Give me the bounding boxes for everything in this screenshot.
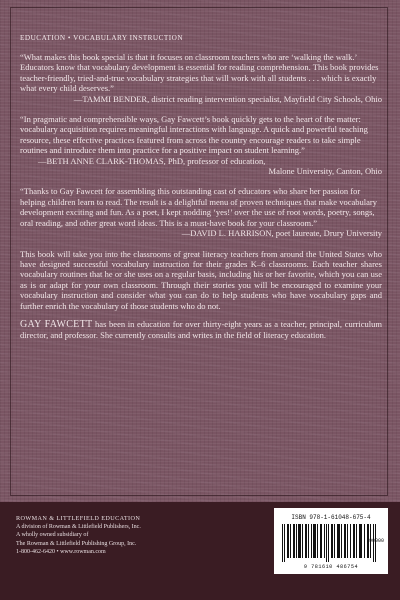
barcode-box <box>274 508 388 574</box>
category-label: EDUCATION • VOCABULARY INSTRUCTION <box>20 34 184 42</box>
quote-text: “In pragmatic and comprehensible ways, Gay Fawcett’s book quickly gets to the heart of the matter: vocabulary acquisition requires meaningful interactions with language. A quick and powerful teaching resource, these effective practices featured from across the country encourage readers to take simple routines and introduce them into practice for a positive impact on student learning.” <box>20 114 368 156</box>
quote-block-3 <box>20 186 382 238</box>
quote-text: “What makes this book special is that it focuses on classroom teachers who are ‘walking the walk.’ Educators know that vocabulary development is essential for reading comprehension. This book provides teacher-friendly, tried-and-true vocabulary strategies that will work with all students . . . which is exactly what every child deserves.” <box>20 52 379 94</box>
quote-attribution-affiliation: Malone University, Canton, Ohio <box>268 166 382 177</box>
author-name: GAY FAWCETT <box>20 318 93 330</box>
publisher-line: A wholly owned subsidiary of <box>16 532 89 539</box>
cover-content <box>20 34 382 341</box>
isbn-label: ISBN 978-1-61048-675-4 <box>291 514 371 521</box>
barcode-icon <box>280 524 382 562</box>
quote-attribution: —BETH ANNE CLARK-THOMAS, PhD, professor of education, <box>38 155 266 166</box>
author-bio-text: has been in education for over thirty-eight years as a teacher, principal, curriculum director, and professor. She currently consults and writes in the field of literacy education. <box>20 318 382 341</box>
price-code: 90000 <box>368 538 384 544</box>
quote-text: “Thanks to Gay Fawcett for assembling this outstanding cast of educators who share her passion for helping children learn to read. The result is a delightful menu of proven techniques that make vocabulary development exciting and fun. As a poet, I kept nodding ‘yes!’ over the use of root words, poetry, songs, oral reading, and other great word ideas. This is a must-have book for your classroom.” <box>20 186 377 228</box>
quote-attribution: —DAVID L. HARRISON, poet laureate, Drury University <box>181 228 382 239</box>
publisher-line: 1-800-462-6420 • www.rowman.com <box>16 548 106 555</box>
book-description: This book will take you into the classrooms of great literacy teachers from around the United States who have designed successful vocabulary instruction for their grades K–6 classrooms. Each teacher shares vocabulary routines that he or she uses on a regular basis, including his or her favorite, which you can use as is or adapt for your own classroom. Through their stories you will be encouraged to examine your vocabulary instruction and consider what you can do to help students who have vocabulary gaps and further enrich the vocabulary of those students who do not. <box>20 248 382 311</box>
publisher-info <box>16 515 141 556</box>
quote-attribution: —TAMMI BENDER, district reading intervention specialist, Mayfield City Schools, Ohio <box>73 93 382 104</box>
publisher-line: A division of Rowman & Littlefield Publishers, Inc. <box>16 524 141 531</box>
publisher-line: The Rowman & Littlefield Publishing Group, Inc. <box>16 540 137 547</box>
quote-block-2 <box>20 114 382 176</box>
barcode-number: 9 781610 486754 <box>303 564 359 570</box>
publisher-imprint: ROWMAN & LITTLEFIELD EDUCATION <box>16 515 141 522</box>
quote-block-1 <box>20 52 382 104</box>
author-bio <box>20 319 382 341</box>
